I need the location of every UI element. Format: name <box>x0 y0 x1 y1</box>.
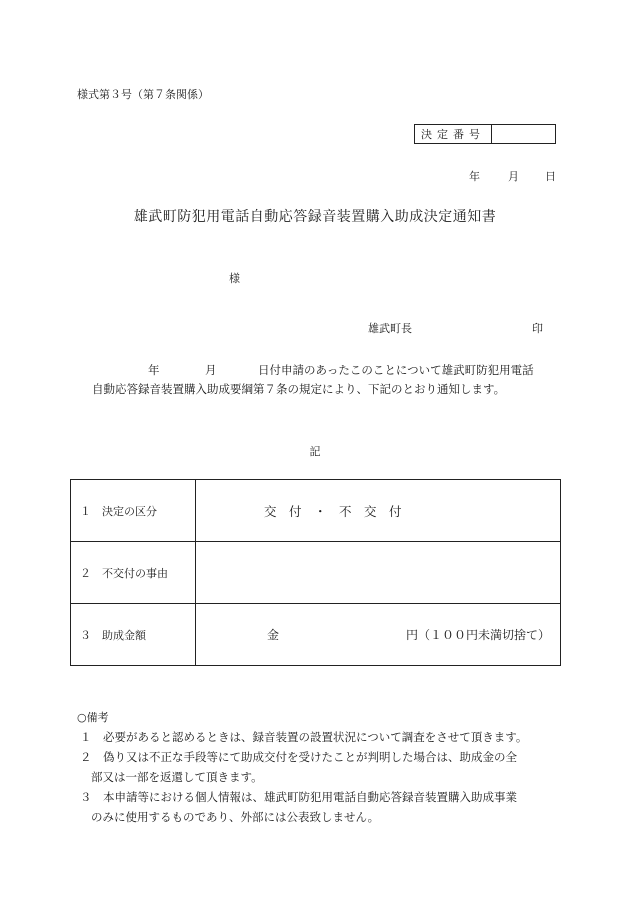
notes-title: ○備考 <box>77 711 109 724</box>
table-row <box>71 542 561 604</box>
recipient-suffix: 様 <box>229 272 240 285</box>
decision-number-field[interactable] <box>492 125 555 143</box>
grant-amount-suffix: 円（１００円未満切捨て） <box>406 628 551 642</box>
body-month: 月 <box>205 363 217 377</box>
date-month: 月 <box>508 170 519 183</box>
decision-type-cell <box>196 480 561 542</box>
row-label-non-grant-reason: ２ 不交付の事由 <box>80 566 168 580</box>
note-item-2-continued: 部又は一部を返還して頂きます。 <box>91 770 263 784</box>
body-year: 年 <box>148 363 160 377</box>
document-title: 雄武町防犯用電話自動応答録音装置購入助成決定通知書 <box>133 209 497 225</box>
form-number: 様式第３号（第７条関係） <box>77 88 209 101</box>
row-label-decision-type: １ 決定の区分 <box>80 504 157 518</box>
decision-type-options[interactable]: 交 付 ・ 不 交 付 <box>264 504 402 519</box>
row-label-grant-amount: ３ 助成金額 <box>80 628 146 642</box>
date-year: 年 <box>469 170 480 183</box>
decision-number-box <box>414 124 556 144</box>
decision-number-label: 決定番号 <box>415 125 492 143</box>
note-item-2: ２ 偽り又は不正な手段等にて助成交付を受けたことが判明した場合は、助成金の全 <box>80 750 517 764</box>
table-row <box>71 604 561 666</box>
grant-amount-cell[interactable] <box>196 604 561 666</box>
decision-table <box>70 479 561 666</box>
seal-mark: 印 <box>532 322 543 335</box>
non-grant-reason-cell[interactable] <box>196 542 561 604</box>
sender-name: 雄武町長 <box>368 322 412 335</box>
note-item-3: ３ 本申請等における個人情報は、雄武町防犯用電話自動応答録音装置購入助成事業 <box>80 790 517 804</box>
note-item-3-continued: のみに使用するものであり、外部には公表致しません。 <box>91 810 380 824</box>
grant-amount-prefix: 金 <box>267 628 280 642</box>
body-line-1: 日付申請のあったこのことについて雄武町防犯用電話 <box>258 363 534 377</box>
body-line-2: 自動応答録音装置購入助成要綱第７条の規定により、下記のとおり通知します。 <box>92 382 506 396</box>
note-item-1: １ 必要があると認めるときは、録音装置の設置状況について調査をさせて頂きます。 <box>80 730 528 744</box>
date-day: 日 <box>545 170 556 183</box>
table-row <box>71 480 561 542</box>
ki-heading: 記 <box>309 445 321 458</box>
